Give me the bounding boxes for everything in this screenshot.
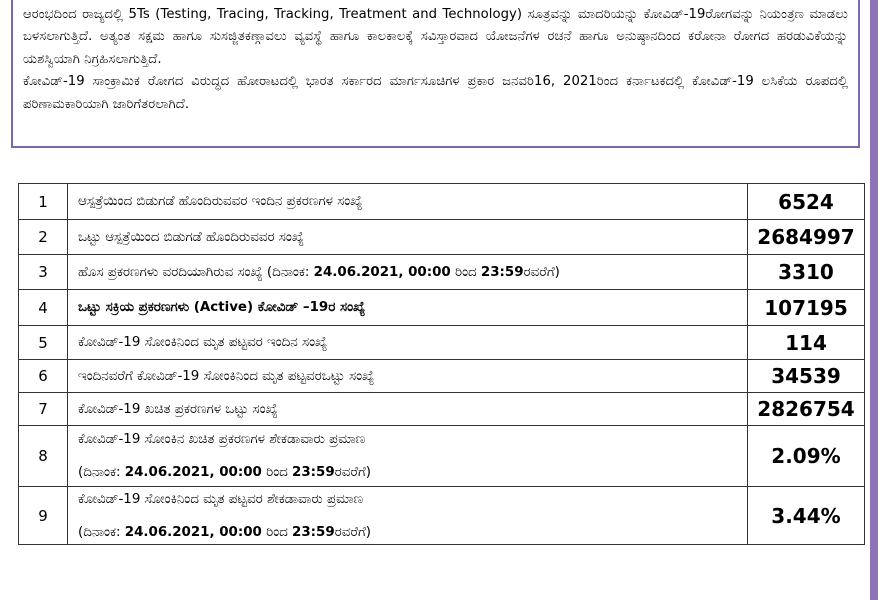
row-number: 8 bbox=[19, 426, 68, 487]
table-row bbox=[19, 255, 865, 290]
table-row bbox=[19, 393, 865, 426]
row-description: ಆಸ್ಪತ್ರೆಯಿಂದ ಬಿಡುಗಡೆ ಹೊಂದಿರುವವರ ಇಂದಿನ ಪ್ರಕರಣಗಳ ಸಂಖ್ಯೆ bbox=[68, 184, 748, 220]
row-value: 114 bbox=[748, 326, 865, 360]
intro-line: ರೋಗದ ಹರಡುವಿಕೆಯನ್ನು ಯಶಸ್ವಿಯಾಗಿ ನಿಗ್ರಹಿಸಲಾಗುತ್ತಿದೆ. bbox=[23, 29, 848, 67]
row-description: ಒಟ್ಟು ಸಕ್ರಿಯ ಪ್ರಕರಣಗಳು (Active) ಕೋವಿಡ್ –19ರ ಸಂಖ್ಯೆ bbox=[68, 290, 748, 326]
row-value: 34539 bbox=[748, 360, 865, 393]
row-description-text: ರವರೆಗೆ) bbox=[334, 524, 371, 540]
row-date-range bbox=[78, 463, 747, 482]
row-description: ಇಂದಿನವರೆಗೆ ಕೋವಿಡ್‌-19 ಸೋಂಕಿನಿಂದ ಮೃತ ಪಟ್ಟವರಒಟ್ಟು ಸಂಖ್ಯೆ bbox=[68, 360, 748, 393]
row-description-text: ರಿಂದ bbox=[261, 524, 293, 540]
row-description: ಒಟ್ಟು ಆಸ್ಪತ್ರೆಯಿಂದ ಬಿಡುಗಡೆ ಹೊಂದಿರುವವರ ಸಂಖ್ಯೆ bbox=[68, 220, 748, 255]
row-value: 2.09% bbox=[748, 426, 865, 487]
row-value: 2826754 bbox=[748, 393, 865, 426]
row-value: 3310 bbox=[748, 255, 865, 290]
row-number: 9 bbox=[19, 487, 68, 545]
row-description-text: ರವರೆಗೆ) bbox=[523, 264, 560, 280]
table-row bbox=[19, 487, 865, 545]
row-number: 5 bbox=[19, 326, 68, 360]
row-description bbox=[68, 255, 748, 290]
intro-line: ಕೋವಿಡ್‌-19 ಸಾಂಕ್ರಾಮಿಕ ರೋಗದ ವಿರುದ್ಧದ ಹೋರಾಟದಲ್ಲಿ ಭಾರತ ಸರ್ಕಾರದ ಮಾರ್ಗಸೂಚಿಗಳ ಪ್ರಕಾರ ಜನವರಿ16, bbox=[23, 74, 556, 90]
intro-line: ಆರಂಭದಿಂದ ರಾಜ್ಯದಲ್ಲಿ 5Ts (Testing, Tracing, Tracking, Treatment and Technology) ಸೂತ್ರವನ್ನು bbox=[23, 7, 573, 22]
intro-paragraph-2 bbox=[23, 71, 848, 116]
row-date-range bbox=[78, 523, 747, 542]
row-description-text: ರಿಂದ bbox=[261, 465, 293, 480]
intro-text-box bbox=[11, 0, 860, 148]
row-date: 24.06.2021, 00:00 bbox=[313, 264, 451, 280]
row-description-text: ಕೋವಿಡ್‌-19 ಸೋಂಕಿನಿಂದ ಮೃತ ಪಟ್ಟವರ ಶೇಕಡಾವಾರು ಪ್ರಮಾಣ bbox=[78, 491, 364, 507]
row-number: 4 bbox=[19, 290, 68, 326]
table-row bbox=[19, 426, 865, 487]
table-row bbox=[19, 220, 865, 255]
row-time: 23:59 bbox=[480, 264, 524, 280]
row-value: 6524 bbox=[748, 184, 865, 220]
page-edge-strip bbox=[870, 0, 878, 600]
row-number: 2 bbox=[19, 220, 68, 255]
row-description-text: (ದಿನಾಂಕ: bbox=[78, 465, 125, 480]
table-row bbox=[19, 360, 865, 393]
row-description bbox=[68, 487, 748, 545]
row-value: 3.44% bbox=[748, 487, 865, 545]
table-row bbox=[19, 326, 865, 360]
row-date: 24.06.2021, 00:00 bbox=[124, 465, 262, 480]
row-date: 24.06.2021, 00:00 bbox=[124, 524, 262, 540]
row-number: 7 bbox=[19, 393, 68, 426]
row-description: ಕೋವಿಡ್‌-19 ಸೋಂಕಿನಿಂದ ಮೃತ ಪಟ್ಟವರ ಇಂದಿನ ಸಂಖ್ಯೆ bbox=[68, 326, 748, 360]
intro-paragraph-1 bbox=[23, 4, 848, 71]
table-row bbox=[19, 184, 865, 220]
row-number: 1 bbox=[19, 184, 68, 220]
row-description-text: ಕೋವಿಡ್‌-19 ಸೋಂಕಿನ ಖಚಿತ ಪ್ರಕರಣಗಳ ಶೇಕಡಾವಾರು ಪ್ರಮಾಣ bbox=[78, 432, 366, 447]
row-value: 107195 bbox=[748, 290, 865, 326]
row-number: 6 bbox=[19, 360, 68, 393]
row-description-text: ರವರೆಗೆ) bbox=[334, 465, 371, 480]
intro-line: 2021ರಿಂದ ಕರ್ನಾಟಕದಲ್ಲಿ ಕೋವಿಡ್‌-19 ಲಸಿಕೆಯ ರೂಪದಲ್ಲಿ ಪರಿಣಾಮಕಾರಿಯಾಗಿ ಜಾರಿಗೆತರಲಾಗಿದೆ. bbox=[23, 74, 849, 112]
row-description bbox=[68, 426, 748, 487]
row-description-text: ಹೊಸ ಪ್ರಕರಣಗಳು ವರದಿಯಾಗಿರುವ ಸಂಖ್ಯೆ (ದಿನಾಂಕ: bbox=[78, 264, 314, 280]
intro-line: ಮಾದರಿಯನ್ನು ಕೋವಿಡ್‌-19ರೋಗವನ್ನು ನಿಯಂತ್ರಣ ಮಾಡಲು ಬಳಸಲಾಗುತ್ತಿದೆ. ಅತ್ಯಂತ ಸಕ್ಷಮ ಹಾಗೂ bbox=[23, 7, 848, 45]
covid-stats-table bbox=[18, 183, 865, 545]
row-time: 23:59 bbox=[292, 524, 335, 540]
row-description-text: ರಿಂದ bbox=[450, 264, 481, 280]
row-time: 23:59 bbox=[292, 465, 335, 480]
intro-line: ಸುಸಜ್ಜಿತಕಣ್ಗಾವಲು ವ್ಯವಸ್ಥೆ ಹಾಗೂ ಕಾಲಕಾಲಕ್ಕೆ ಸವಿಸ್ತಾರವಾದ ಯೋಜನೆಗಳ ರಚನೆ ಹಾಗೂ ಅನುಷ್ಠಾನದಿಂದ ಕರೋನಾ bbox=[209, 29, 727, 45]
row-number: 3 bbox=[19, 255, 68, 290]
row-description-text: (ದಿನಾಂಕ: bbox=[78, 524, 125, 540]
row-value: 2684997 bbox=[748, 220, 865, 255]
row-description: ಕೋವಿಡ್‌-19 ಖಚಿತ ಪ್ರಕರಣಗಳ ಒಟ್ಟು ಸಂಖ್ಯೆ bbox=[68, 393, 748, 426]
table-row bbox=[19, 290, 865, 326]
